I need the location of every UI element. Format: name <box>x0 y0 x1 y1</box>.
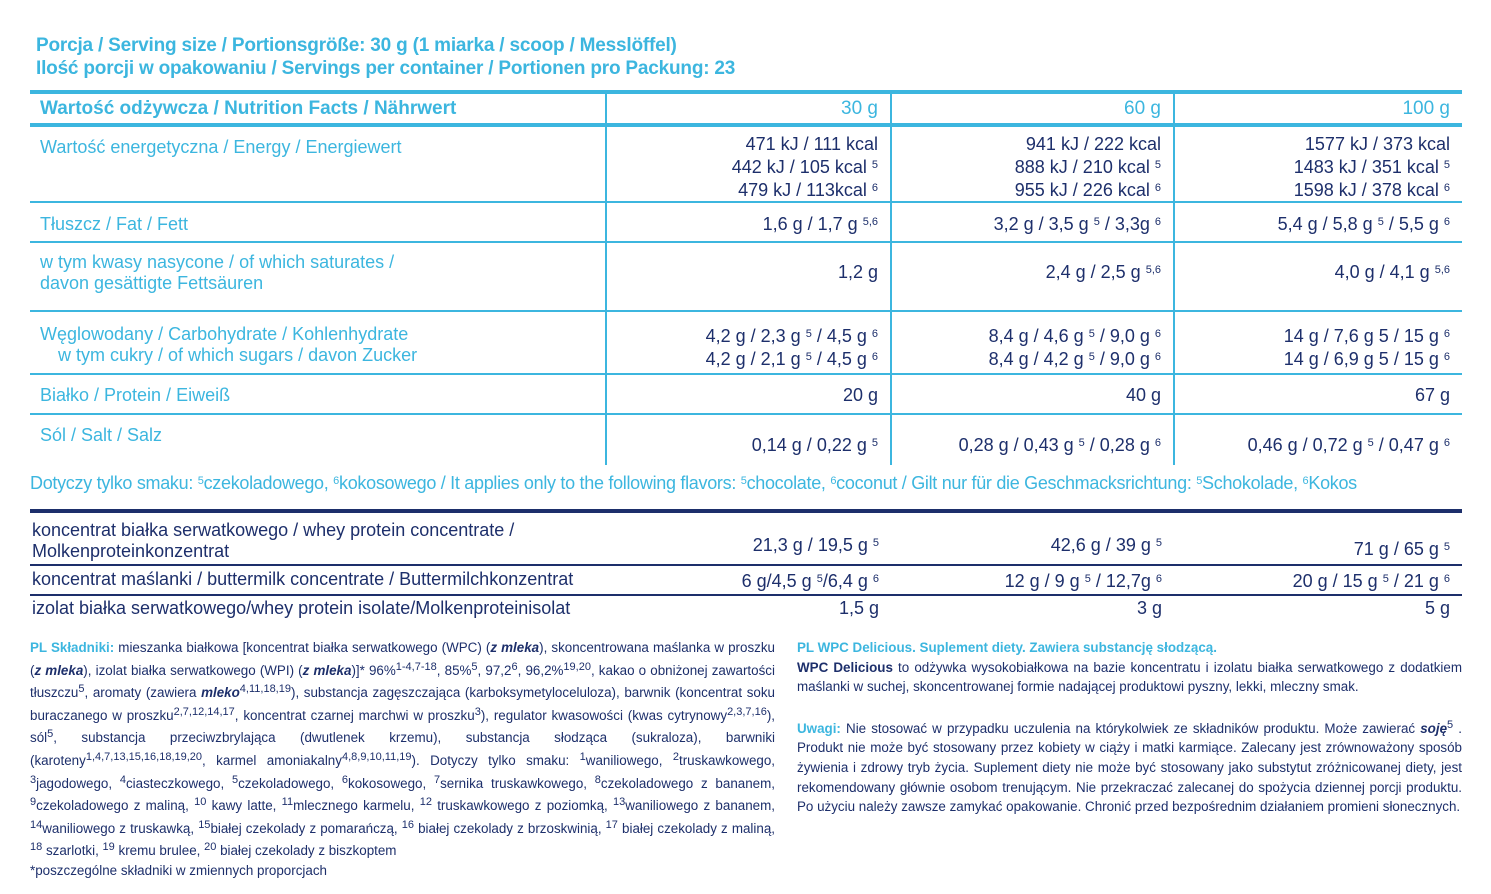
carbohydrate-60g: 8,4 g / 4,6 g $^5$ / 9,0 g $^6$ 8,4 g / 4,2 g $^5$ / 9,0 g $^6$ <box>891 311 1174 374</box>
composition-table <box>30 509 1462 623</box>
saturates-30g: 1,2 g <box>606 242 891 311</box>
product-title: PL WPC Delicious. Suplement diety. Zawiera substancję słodzącą. <box>797 640 1217 655</box>
composition-row-buttermilk <box>30 565 1462 595</box>
serving-size: Porcja / Serving size / Portionsgröße: 30 g (1 miarka / scoop / Messlöffel) <box>36 35 677 56</box>
nutrition-row-fat <box>30 202 1462 242</box>
wpc-60g: 42,6 g / 39 g $^5$ <box>1050 535 1162 555</box>
buttermilk-30g: 6 g/4,5 g $^5$/6,4 g $^6$ <box>741 571 879 591</box>
flavor-note: Dotyczy tylko smaku: $^5$czekoladowego, $^6$kokosowego / It applies only to the following flavors: $^5$chocolate, $^6$coconut / Gilt nur für die Geschmacksrichtung: $^5$Schokolade, $^6$Kokos <box>30 473 1357 493</box>
row-label: koncentrat maślanki / buttermilk concentrate / Buttermilchkonzentrat <box>32 569 574 589</box>
buttermilk-100g: 20 g / 15 g $^5$ / 21 g $^6$ <box>1292 571 1450 591</box>
servings-per-container: Ilość porcji w opakowaniu / Servings per container / Portionen pro Packung: 23 <box>36 58 736 79</box>
wpi-100g: 5 g <box>1424 598 1450 618</box>
protein-60g: 40 g <box>891 374 1174 414</box>
nutrition-table <box>30 90 1462 465</box>
wpi-60g: 3 g <box>1136 598 1162 618</box>
composition-row-wpc <box>30 511 1462 565</box>
nutrition-header-label: Wartość odżywcza / Nutrition Facts / Nährwert <box>30 92 606 125</box>
energy-60g: 941 kJ / 222 kcal 888 kJ / 210 kcal $^5$ 955 kJ / 226 kcal $^6$ <box>891 125 1174 202</box>
buttermilk-60g: 12 g / 9 g $^5$ / 12,7g $^6$ <box>1004 571 1162 591</box>
fat-60g: 3,2 g / 3,5 g $^5$ / 3,3g $^6$ <box>891 202 1174 242</box>
serving-info <box>36 34 735 80</box>
fat-100g: 5,4 g / 5,8 g $^5$ / 5,5 g $^6$ <box>1277 214 1450 234</box>
nutrition-header-row <box>30 92 1462 125</box>
fat-30g: 1,6 g / 1,7 g $^{5,6}$ <box>606 202 891 242</box>
row-label: Białko / Protein / Eiweiß <box>30 374 606 414</box>
ingredients-footnote: *poszczególne składniki w zmiennych proporcjach <box>30 862 327 878</box>
ingredients-text: PL Składniki: mieszanka białkowa [koncentrat białka serwatkowego (WPC) (z mleka), skoncentrowana maślanka w proszku (z mleka), izolat białka serwatkowego (WPI) (z mleka)]* 96%$^{1-4,7-18}$, 85%$^5$, 97,2$^6$, 96,2%$^{19,20}$, kakao o obniżonej zawartości tłuszczu$^5$, aromaty (zawiera mleko$^{4,11,18,19}$), substancja zagęszczająca (karboksymetyloceluloza), barwnik (koncentrat soku buraczanego w proszku$^{2,7,12,14,17}$, koncentrat czarnej marchwi w proszku$^3$), regulator kwasowości (kwas cytrynowy$^{2,3,7,16}$), sól$^5$, substancja przeciwzbrylająca (dwutlenek krzemu), substancja słodząca (sukraloza), barwniki (karoteny$^{1,4,7,13,15,16,18,19,20}$, karmel amoniakalny$^{4,8,9,10,11,19}$). Dotyczy tylko smaku: $^1$waniliowego, $^2$truskawkowego, $^3$jagodowego, $^4$ciasteczkowego, $^5$czekoladowego, $^6$kokosowego, $^7$sernika truskawkowego, $^8$czekoladowego z bananem, $^9$czekoladowego z maliną, $^{10}$ kawy latte, $^{11}$mlecznego karmelu, $^{12}$ truskawkowego z poziomką, $^{13}$waniliowego z bananem, $^{14}$waniliowego z truskawką, $^{15}$białej czekolady z pomarańczą, $^{16}$ białej czekolady z brzoskwinią, $^{17}$ białej czekolady z maliną, $^{18}$ szarlotki, $^{19}$ kremu brulee, $^{20}$ białej czekolady z biszkoptem *poszczególne składniki w zmiennych proporcjach <box>30 638 775 881</box>
nutrition-row-protein <box>30 374 1462 414</box>
product-description <box>797 638 1462 817</box>
carbohydrate-30g: 4,2 g / 2,3 g $^5$ / 4,5 g $^6$ 4,2 g / 2,1 g $^5$ / 4,5 g $^6$ <box>606 311 891 374</box>
nutrition-row-salt <box>30 414 1462 465</box>
row-label: Węglowodany / Carbohydrate / Kohlenhydrate w tym cukry / of which sugars / davon Zucker <box>30 311 606 374</box>
salt-100g: 0,46 g / 0,72 g $^5$ / 0,47 g $^6$ <box>1247 435 1450 455</box>
row-label: Sól / Salt / Salz <box>30 414 606 465</box>
nutrition-header-60g: 60 g <box>891 92 1174 125</box>
row-label: izolat białka serwatkowego/whey protein isolate/Molkenproteinisolat <box>32 598 571 618</box>
row-label: Wartość energetyczna / Energy / Energiewert <box>30 125 606 202</box>
nutrition-header-100g: 100 g <box>1402 97 1450 119</box>
saturates-60g: 2,4 g / 2,5 g $^{5,6}$ <box>891 242 1174 311</box>
nutrition-row-energy <box>30 125 1462 202</box>
wpc-100g: 71 g / 65 g $^5$ <box>1353 539 1450 559</box>
product-desc: WPC Delicious to odżywka wysokobiałkowa na bazie koncentratu i izolatu białka serwatkowego z dodatkiem maślanki w suchej, skoncentrowanej formie nadającej produktowi pyszny, lekki, mleczny smak. <box>797 659 1462 695</box>
protein-100g: 67 g <box>1414 385 1450 405</box>
wpi-30g: 1,5 g <box>838 598 879 618</box>
row-label: Tłuszcz / Fat / Fett <box>30 202 606 242</box>
row-label: koncentrat białka serwatkowego / whey protein concentrate / Molkenproteinkonzentrat <box>32 520 515 561</box>
composition-row-wpi <box>30 595 1462 623</box>
salt-60g: 0,28 g / 0,43 g $^5$ / 0,28 g $^6$ <box>891 414 1174 465</box>
protein-30g: 20 g <box>606 374 891 414</box>
energy-30g: 471 kJ / 111 kcal 442 kJ / 105 kcal $^5$ 479 kJ / 113kcal $^6$ <box>606 125 891 202</box>
nutrition-header-30g: 30 g <box>606 92 891 125</box>
energy-100g: 1577 kJ / 373 kcal 1483 kJ / 351 kcal $^5$ 1598 kJ / 378 kcal $^6$ <box>1293 134 1450 200</box>
salt-30g: 0,14 g / 0,22 g $^5$ <box>606 414 891 465</box>
nutrition-row-saturates <box>30 242 1462 311</box>
carbohydrate-100g: 14 g / 7,6 g 5 / 15 g $^6$ 14 g / 6,9 g 5 / 15 g $^6$ <box>1283 326 1450 369</box>
row-label: w tym kwasy nasycone / of which saturates / davon gesättigte Fettsäuren <box>30 242 606 311</box>
warnings: Uwagi: Nie stosować w przypadku uczulenia na którykolwiek ze składników produktu. Może zawierać soję$^5$ . Produkt nie może być stosowany przez kobiety w ciąży i matki karmiące. Zalecany jest zrównoważony sposób żywienia i zdrowy tryb życia. Suplement diety nie może być stosowany jako substytut zróżnicowanej diety, jest rekomendowany głównie osobom trenującym. Nie przekraczać zalecanej do spożycia dziennej porcji produktu. Po użyciu należy zawsze zamykać opakowanie. Chronić przed bezpośrednim działaniem promieni słonecznych. <box>797 718 1462 815</box>
nutrition-row-carbohydrate <box>30 311 1462 374</box>
wpc-30g: 21,3 g / 19,5 g $^5$ <box>752 535 879 555</box>
saturates-100g: 4,0 g / 4,1 g $^{5,6}$ <box>1334 262 1450 282</box>
